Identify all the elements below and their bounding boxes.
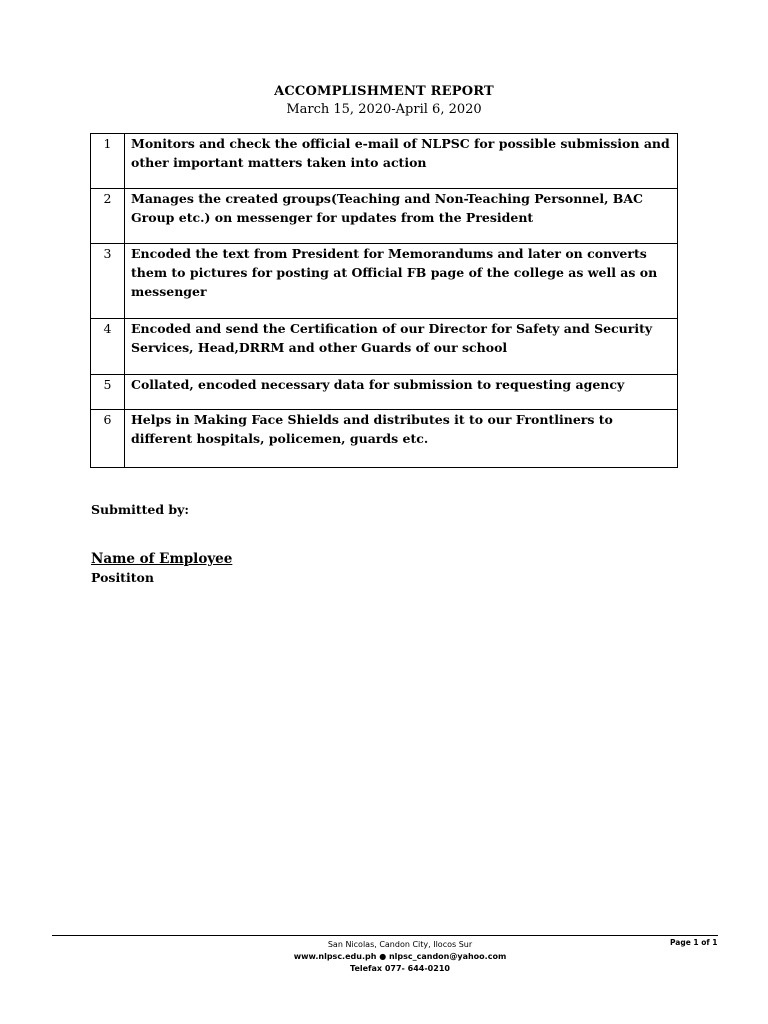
table-row [91,410,678,468]
page-number: Page 1 of 1 [670,938,718,947]
report-date-range: March 15, 2020-April 6, 2020 [286,102,482,117]
table-row [91,189,678,244]
row-text: Encoded the text from President for Memorandums and later on converts them to pictures for posting at Official FB page of the college as well as on messenger [125,244,678,319]
row-number: 3 [91,244,125,319]
row-text: Helps in Making Face Shields and distributes it to our Frontliners to different hospitals, policemen, guards etc. [125,410,678,468]
footer-address: San Nicolas, Candon City, Ilocos Sur [327,940,473,949]
employee-name: Name of Employee [91,551,233,567]
row-number: 4 [91,319,125,375]
table-row [91,319,678,375]
accomplishment-table [90,133,678,468]
employee-position: Posititon [91,570,154,585]
footer-divider [52,935,718,936]
row-text: Collated, encoded necessary data for submission to requesting agency [125,375,678,410]
footer-telefax: Telefax 077- 644-0210 [350,964,450,973]
row-number: 5 [91,375,125,410]
footer-contact [200,939,600,975]
footer-web-email: www.nlpsc.edu.ph ● nlpsc_candon@yahoo.com [293,952,507,961]
table-row [91,375,678,410]
submitted-by-label: Submitted by: [91,502,190,517]
row-number: 6 [91,410,125,468]
row-text: Monitors and check the official e-mail of NLPSC for possible submission and other important matters taken into action [125,134,678,189]
row-text: Manages the created groups(Teaching and Non-Teaching Personnel, BAC Group etc.) on messenger for updates from the President [125,189,678,244]
table-row [91,134,678,189]
row-number: 2 [91,189,125,244]
row-number: 1 [91,134,125,189]
report-title: ACCOMPLISHMENT REPORT [274,84,494,99]
table-row [91,244,678,319]
row-text: Encoded and send the Certification of our Director for Safety and Security Services, Head,DRRM and other Guards of our school [125,319,678,375]
